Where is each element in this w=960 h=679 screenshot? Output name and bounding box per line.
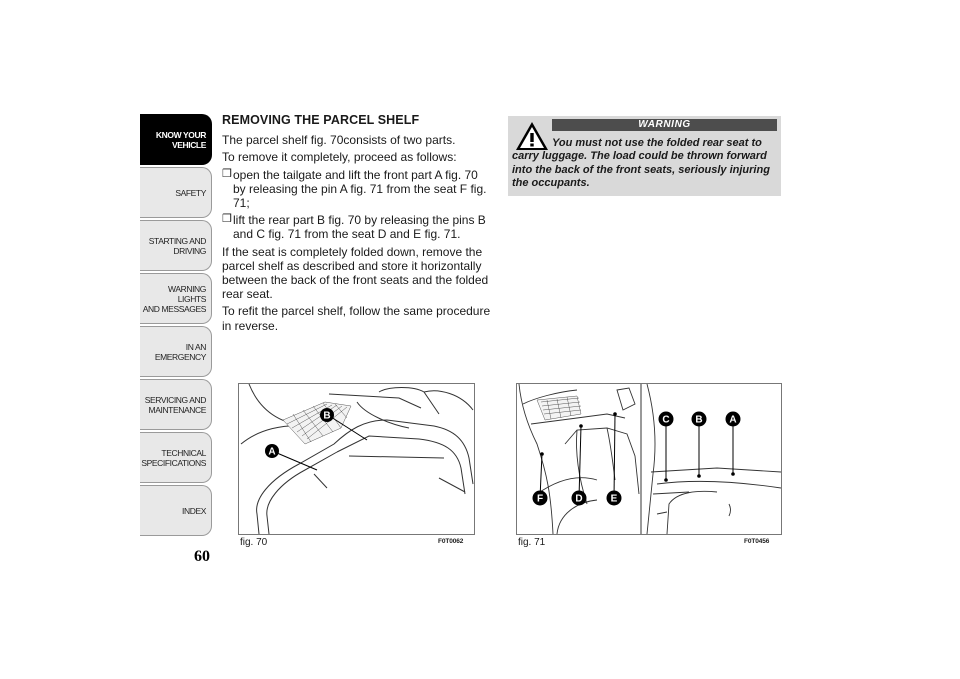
tab-safety[interactable]: SAFETY (140, 167, 212, 218)
warning-box (508, 116, 781, 196)
section-heading: REMOVING THE PARCEL SHELF (222, 113, 420, 127)
parcel-shelf-pins-illustration (517, 384, 781, 534)
callout-label-f: F (536, 493, 544, 505)
tab-starting-and-driving[interactable]: STARTING AND DRIVING (140, 220, 212, 271)
checkbox-bullet-icon: ❒ (222, 213, 232, 226)
tab-index[interactable]: INDEX (140, 485, 212, 536)
folded-seat-paragraph: If the seat is completely folded down, remove the parcel shelf as described and store it horizontally between the back of the front seats and the folded rear seat. (222, 244, 489, 302)
refit-paragraph: To refit the parcel shelf, follow the same procedure in reverse. (222, 304, 491, 333)
figure-70-image (238, 383, 475, 535)
checkbox-bullet-icon: ❒ (222, 167, 232, 180)
intro-paragraph: The parcel shelf fig. 70consists of two parts. (222, 133, 456, 148)
callout-label-b: B (695, 414, 703, 426)
step-text: lift the rear part B fig. 70 by releasing the pins B and C fig. 71 from the seat D and E fig. 71. (233, 213, 486, 242)
callout-label-c: C (662, 414, 670, 426)
chapter-tabs (140, 114, 212, 538)
parcel-shelf-illustration (239, 384, 474, 534)
callout-label-a: A (268, 446, 276, 458)
list-item (222, 213, 492, 241)
warning-title: WARNING (552, 119, 777, 131)
list-item (222, 168, 492, 211)
main-text-column (222, 113, 492, 336)
callout-label-b: B (323, 410, 331, 422)
figure-71-code: F0T0456 (744, 538, 770, 545)
callout-label-a: A (729, 414, 737, 426)
page-number: 60 (194, 548, 210, 565)
tab-in-an-emergency[interactable]: IN AN EMERGENCY (140, 326, 212, 377)
steps-list (222, 168, 492, 242)
instruction-paragraph: To remove it completely, proceed as follows: (222, 150, 457, 165)
callout-label-d: D (575, 493, 583, 505)
figure-71-image (516, 383, 782, 535)
warning-text: You must not use the folded rear seat to carry luggage. The load could be thrown forward into the back of the front seats, seriously injuring the occupants. (512, 137, 770, 190)
step-text: open the tailgate and lift the front part A fig. 70 by releasing the pin A fig. 71 from the seat F fig. 71; (233, 167, 487, 211)
tab-know-your-vehicle[interactable]: KNOW YOUR VEHICLE (140, 114, 212, 165)
figure-71-caption: fig. 71 (518, 537, 546, 548)
figure-70-code: F0T0062 (438, 538, 464, 545)
callout-label-e: E (610, 493, 618, 505)
tab-servicing[interactable]: SERVICING AND MAINTENANCE (140, 379, 212, 430)
tab-warning-lights[interactable]: WARNING LIGHTS AND MESSAGES (140, 273, 212, 324)
figure-70-caption: fig. 70 (240, 537, 268, 548)
tab-technical-specifications[interactable]: TECHNICAL SPECIFICATIONS (140, 432, 212, 483)
